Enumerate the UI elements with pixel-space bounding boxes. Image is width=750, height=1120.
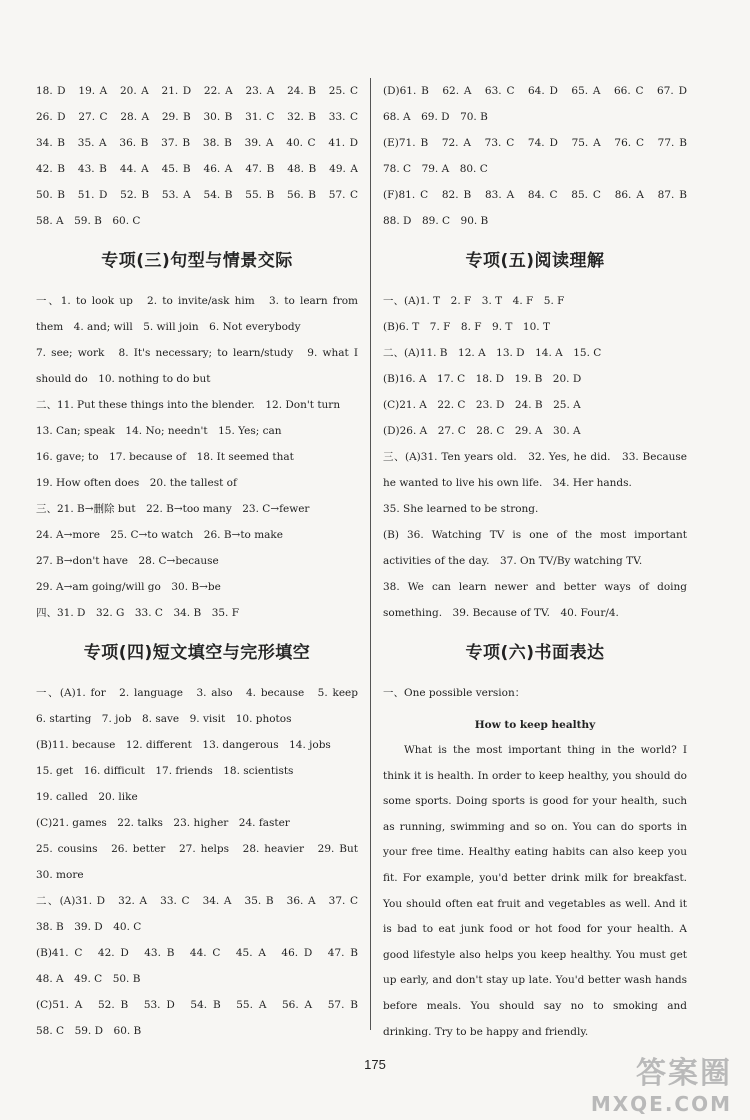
answer-line: 三、21. B→删除 but 22. B→too many 23. C→fewer: [36, 503, 310, 515]
answer-line: 一、(A)1. for 2. language 3. also 4. because 5. keep: [36, 687, 358, 699]
answer-line: (B)41. C 42. D 43. B 44. C 45. A 46. D 47. B: [36, 947, 358, 959]
answer-line: 16. gave; to 17. because of 18. It seemed that: [36, 451, 294, 463]
answer-line: 26. D 27. C 28. A 29. B 30. B 31. C 32. B 33. C: [36, 111, 358, 123]
section-5-heading: 专项(五)阅读理解: [465, 251, 605, 271]
answer-line: (D)61. B 62. A 63. C 64. D 65. A 66. C 67. D: [383, 85, 687, 97]
answer-line: 34. B 35. A 36. B 37. B 38. B 39. A 40. C 41. D: [36, 137, 358, 149]
answer-line: 25. cousins 26. better 27. helps 28. heavier 29. But: [36, 843, 358, 855]
answer-line: 38. B 39. D 40. C: [36, 921, 142, 933]
answer-line: 四、31. D 32. G 33. C 34. B 35. F: [36, 607, 240, 619]
section-3-heading: 专项(三)句型与情景交际: [101, 251, 293, 271]
left-column: [36, 78, 358, 1044]
answer-line: 三、(A)31. Ten years old. 32. Yes, he did. 33. Because: [383, 451, 687, 463]
answer-line: 18. D 19. A 20. A 21. D 22. A 23. A 24. B 25. C: [36, 85, 358, 97]
answer-line: 一、(A)1. T 2. F 3. T 4. F 5. F: [383, 295, 565, 307]
answer-line: 48. A 49. C 50. B: [36, 973, 141, 985]
watermark-url: MXQE.COM: [590, 1092, 732, 1116]
answer-line: 58. C 59. D 60. B: [36, 1025, 142, 1037]
answer-line: something. 39. Because of TV. 40. Four/4.: [383, 607, 619, 619]
answer-line: 19. called 20. like: [36, 791, 138, 803]
answer-line: 27. B→don't have 28. C→because: [36, 555, 219, 567]
answer-line: 42. B 43. B 44. A 45. B 46. A 47. B 48. B 49. A: [36, 163, 358, 175]
watermark-logo-text: 答案圈: [636, 1056, 732, 1091]
right-column: [383, 78, 687, 1045]
right-pre-answers: [383, 78, 687, 234]
answer-line: 6. starting 7. job 8. save 9. visit 10. photos: [36, 713, 292, 725]
section-4-answers: [36, 680, 358, 1044]
section-4-heading: 专项(四)短文填空与完形填空: [83, 643, 311, 663]
answer-line: he wanted to live his own life. 34. Her hands.: [383, 477, 632, 489]
section-5-answers: [383, 288, 687, 626]
answer-line: 78. C 79. A 80. C: [383, 163, 488, 175]
answer-line: (B)16. A 17. C 18. D 19. B 20. D: [383, 373, 582, 385]
answer-line: 13. Can; speak 14. No; needn't 15. Yes; can: [36, 425, 282, 437]
essay-title: How to keep healthy: [474, 719, 596, 731]
answer-line: (B)11. because 12. different 13. dangerous 14. jobs: [36, 739, 331, 751]
answer-line: (B)6. T 7. F 8. F 9. T 10. T: [383, 321, 550, 333]
answer-line: 二、(A)31. D 32. A 33. C 34. A 35. B 36. A 37. C: [36, 895, 358, 907]
answer-line: 68. A 69. D 70. B: [383, 111, 488, 123]
answer-line: (C)51. A 52. B 53. D 54. B 55. A 56. A 57. B: [36, 999, 358, 1011]
answer-line: 二、11. Put these things into the blender. 12. Don't turn: [36, 399, 341, 411]
answer-line: 58. A 59. B 60. C: [36, 215, 141, 227]
answer-line: 一、1. to look up 2. to invite/ask him 3. to learn from: [36, 295, 358, 307]
page-number: 175: [364, 1057, 386, 1072]
essay-body: What is the most important thing in the world? I think it is health. In order to keep healthy, you should do some sports. Doing sports is good for your health, such as running, swimming and so on. You can do sports in your free time. Healthy eating habits can also keep you fit. For example, you'd better drink milk for breakfast. You should often eat fruit and vegetables as well. And it is bad to eat junk food or hot food for your health. A good lifestyle also helps you keep healthy. You must get up early, and don't stay up late. You'd better wash hands before meals. You should say no to smoking and drinking. Try to be happy and friendly.: [383, 744, 687, 1038]
section-3-answers: [36, 288, 358, 626]
left-pre-answers: [36, 78, 358, 234]
answer-line: them 4. and; will 5. will join 6. Not everybody: [36, 321, 301, 333]
answer-line: 19. How often does 20. the tallest of: [36, 477, 237, 489]
answer-line: should do 10. nothing to do but: [36, 373, 211, 385]
answer-line: 24. A→more 25. C→to watch 26. B→to make: [36, 529, 284, 541]
answer-line: (C)21. A 22. C 23. D 24. B 25. A: [383, 399, 581, 411]
answer-line: 二、(A)11. B 12. A 13. D 14. A 15. C: [383, 347, 602, 359]
section-6-heading: 专项(六)书面表达: [465, 643, 605, 663]
watermark: [591, 1048, 732, 1116]
answer-line: (F)81. C 82. B 83. A 84. C 85. C 86. A 87. B: [383, 189, 687, 201]
answer-line: (D)26. A 27. C 28. C 29. A 30. A: [383, 425, 581, 437]
answer-line: (B) 36. Watching TV is one of the most important: [383, 529, 687, 541]
answer-line: 30. more: [36, 869, 84, 881]
answer-line: 88. D 89. C 90. B: [383, 215, 489, 227]
answer-line: 29. A→am going/will go 30. B→be: [36, 581, 221, 593]
answer-line: (C)21. games 22. talks 23. higher 24. faster: [36, 817, 290, 829]
answer-line: 15. get 16. difficult 17. friends 18. scientists: [36, 765, 294, 777]
answer-line: 7. see; work 8. It's necessary; to learn/study 9. what I: [36, 347, 358, 359]
answer-line: activities of the day. 37. On TV/By watching TV.: [383, 555, 643, 567]
answer-line: 38. We can learn newer and better ways of doing: [383, 581, 687, 593]
essay-intro: 一、One possible version：: [383, 687, 526, 699]
answer-line: 35. She learned to be strong.: [383, 503, 539, 515]
column-divider: [370, 78, 371, 1030]
answer-line: 50. B 51. D 52. B 53. A 54. B 55. B 56. B 57. C: [36, 189, 358, 201]
answer-line: (E)71. B 72. A 73. C 74. D 75. A 76. C 77. B: [383, 137, 687, 149]
